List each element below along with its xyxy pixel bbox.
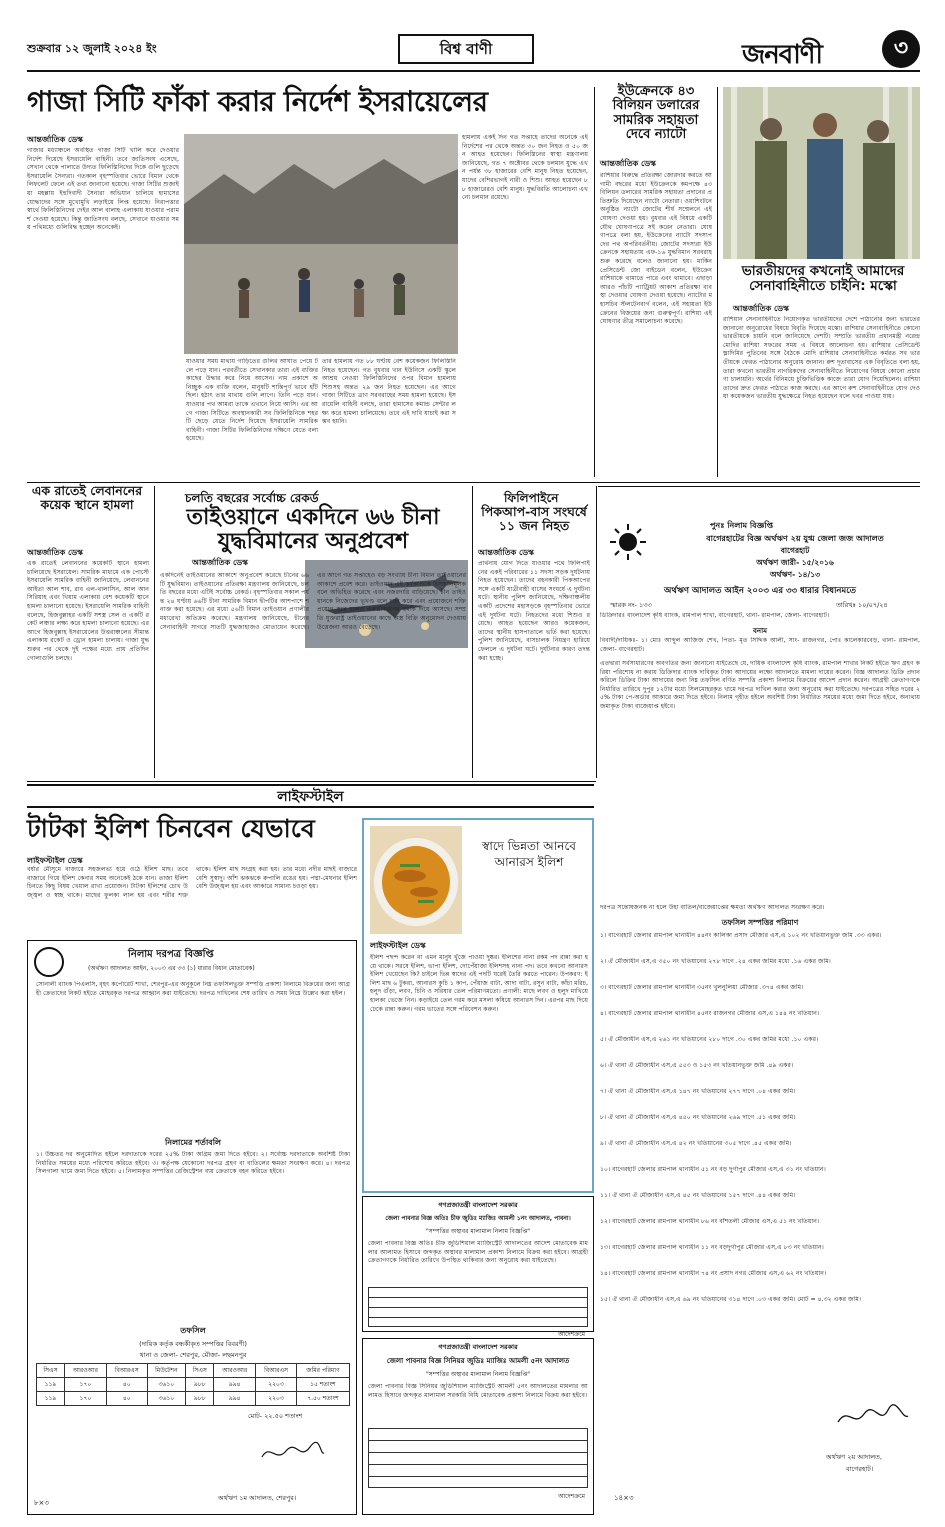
- schedule-item: ৪। বাগেরহাট জেলার রামপাল থানাধীন ৪৫নং রাজনগর মৌজার এস,এ ১৪৪ নং খতিয়ান।: [600, 1010, 820, 1017]
- signature-mark: [258, 1441, 328, 1465]
- signature-mark: [832, 1402, 912, 1432]
- bagerhat-case2: অর্থঋণ- ১৪/১৩: [769, 570, 821, 579]
- schedule-item: ২। ঐ মৌজাধীন এস,এ ৩৫০ নং খতিয়ানের ২৭৮ দাগে .২৪ একর জমির মধ্যে .১৬ একর জমি।: [600, 958, 831, 965]
- bagerhat-debtors: বিবাদী/দায়িকঃ- ১। মোঃ আব্দুল আজিজ শেখ, পিতা- মৃত সিদ্দিক আলী, সাং- রাজনগর, পোঃ কালেকারবেড়, থানা- রামপাল, জেলা- বাগেরহাট।: [600, 637, 920, 653]
- philippines-body: প্রার্থনায় যোগ দিতে যাওয়ার পথে ফিলিপাইনের একই পরিবারের ১১ সদস্য সড়ক দুর্ঘটনায় নিহত হয়েছেন। তাদের বহনকারী পিকআপের সঙ্গে একটি যাত্রীবাহী বাসের সংঘর্ষে এ দুর্ঘটনা ঘটে। স্থানীয় পুলিশ জানিয়েছে, দক্ষিণাঞ্চলীয় একটি প্রদেশের মহাসড়কে বৃহস্পতিবার ভোরে এই দুর্ঘটনা ঘটে। নিহতদের মধ্যে শিশুও রয়েছে। আহত হয়েছেন আরও কয়েকজন, তাদের স্থানীয় হাসপাতালে ভর্তি করা হয়েছে। পুলিশ জানিয়েছে, বাসচালক নিয়ন্ত্রণ হারিয়ে ফেললে এ দুর্ঘটনা ঘটে। দুর্ঘটনার কারণ তদন্ত করা হচ্ছে।: [478, 560, 590, 662]
- taiwan-kicker: চলতি বছরের সর্বোচ্চ রেকর্ড: [185, 491, 319, 505]
- sherpur-code: ৮×৩: [34, 1499, 49, 1507]
- recipe-body: ইলিশ পছন্দ করেন না এমন মানুষ খুঁজে পাওয়া দুষ্কর। ইলিশের নানা রকম পদ রান্না করা হয়ে থাকে। সরষে ইলিশ, ভাপা ইলিশ, দোপেঁয়াজা ইলিশসহ নানা পদ। তবে কখনো আনারস ইলিশ খেয়েছেন কি? চাইলে ভিন্ন স্বাদের এই পদটি ঘরেই তৈরি করতে পারেন। উপকরণ: ইলিশ মাছ ৬ টুকরা, আনারস কুচি ১ কাপ, পেঁয়াজ বাটা, আদা বাটা, রসুন বাটা, কাঁচা মরিচ, হলুদ গুঁড়া, লবণ, চিনি ও সরিষার তেল পরিমাণমতো। প্রণালী: মাছে লবণ ও হলুদ মাখিয়ে হালকা ভেজে নিন। কড়াইয়ে তেল গরম করে মসলা কষিয়ে আনারস দিন। এরপর মাছ দিয়ে ঢেকে রান্না করুন। গরম ভাতের সঙ্গে পরিবেশন করুন।: [370, 954, 588, 1013]
- sherpur-schedule-title: তফসিল: [180, 1326, 206, 1335]
- table-cell: ৪০: [106, 1392, 147, 1406]
- bagerhat-notice: [600, 490, 920, 1515]
- hrule-1: [27, 482, 920, 483]
- table-cell: ১৭০: [64, 1378, 106, 1392]
- lifestyle-banner: [27, 784, 594, 808]
- table-cell: ৯৯৪: [214, 1392, 256, 1406]
- sherpur-table: [36, 1363, 350, 1406]
- schedule-item: ১০। বাগেরহাট জেলার রামপাল থানাধীন ৫১ নং বড় দুর্গাপুর মৌজার এস,এ ৩১ নং খতিয়ান।: [600, 1166, 826, 1173]
- russia-desk: আন্তর্জাতিক ডেস্ক: [733, 304, 789, 313]
- taiwan-headline: তাইওয়ানে একদিনে ৬৬ চীনা যুদ্ধবিমানের অনুপ্রবেশ: [186, 505, 440, 555]
- masthead-rule: [27, 70, 920, 72]
- table-header-cell: জমির পরিমাণ: [296, 1364, 349, 1378]
- table-cell: ৯৮৮: [186, 1392, 214, 1406]
- gaza-col3: তার হামলায় গত ৮৮ ঘণ্টায় বেশ কয়েকজন ফিলিস্তিনি নিহত হয়েছেন। গত বুধবার খান ইউনিসে একটি স্কুলে আশ্রয় নেওয়া ফিলিস্তিনিদের ওপর বিমান হামলায় শিশুসহ অন্তত ২৯ জন নিহত হয়েছেন। এর আগে গাজা সিটিতে ত্রাণ সরবরাহের সময় হামলা হয়েছে। ইসরায়েলি বাহিনী বলছে, তারা হামাসের কমান্ড সেন্টার লক্ষ্য করে হামলা চালিয়েছে। তবে এই দাবি যাচাই করা সম্ভব হয়নি।: [322, 358, 456, 426]
- bagerhat-sign-place: বাগেরহাট।: [846, 1465, 874, 1473]
- table-cell: ১১৯: [37, 1392, 65, 1406]
- lifestyle-banner-text: লাইফস্টাইল: [277, 789, 344, 805]
- gaza-photo-image: [184, 134, 458, 354]
- pabna2-sub: "সম্পত্তির অস্থাবর মালামাল নিলাম বিজ্ঞপ্তি": [425, 1371, 531, 1378]
- pabna2-govt: গণপ্রজাতন্ত্রী বাংলাদেশ সরকার: [438, 1343, 518, 1351]
- philippines-desk: আন্তর্জাতিক ডেস্ক: [478, 548, 534, 557]
- section-title-text: বিশ্ব বাণী: [439, 40, 493, 58]
- page-number-badge: [882, 30, 920, 68]
- recipe-headline: স্বাদে ভিন্নতা আনবে আনারস ইলিশ: [482, 839, 576, 869]
- schedule-item: ৬। ঐ থানা ঐ মৌজাধীন এস,এ ৫৫৩ ও ১৫৩ নং খতিয়ানভুক্ত জমি .৪৯ একর।: [600, 1062, 794, 1069]
- pabna1-sign: আদেশক্রমে: [558, 1331, 585, 1338]
- bagerhat-body: এতদ্বারা সর্বসাধারণের অবগতির জন্য জানানো যাইতেছে যে, দায়িক বাংলাদেশ কৃষি ব্যাংক, রামপাল শাখার নিকট হইতে ঋণ গ্রহণ করিয়া পরিশোধ না করায় ডিক্রিদার ব্যাংক দাবিকৃত টাকা আদায়ের লক্ষ্যে আদালতে মামলা দায়ের করেন। বিজ্ঞ আদালত ডিক্রি প্রদান করিলে ডিক্রির টাকা আদায়ের জন্য নিম্ন তফসিল বর্ণিত সম্পত্তি প্রকাশ্য নিলামে বিক্রয়ের আদেশ প্রদান করেন। আগ্রহী ক্রেতাগণকে নির্ধারিত তারিখে দুপুর ১২টার মধ্যে সিলমোহরকৃত খামে দরপত্র দাখিল করার জন্য অনুরোধ করা যাইতেছে। দরপত্রের সহিত দরের ২৫% টাকা পে-অর্ডার আকারে জমা দিতে হইবে। নিলাম গৃহীত হইলে অবশিষ্ট টাকা নির্ধারিত সময়ের মধ্যে জমা দিতে হইবে, অন্যথায় জমাকৃত টাকা বাজেয়াপ্ত হইবে।: [600, 660, 920, 710]
- schedule-item: ১৩। বাগেরহাট জেলার রামপাল থানাধীন ১১ নং বড়দুর্গাপুর মৌজার এস,এ ৮৩ নং খতিয়ান।: [600, 1244, 824, 1251]
- table-row: [37, 1392, 350, 1406]
- bagerhat-logo: [608, 522, 648, 562]
- hilsa-headline: টাটকা ইলিশ চিনবেন যেভাবে: [27, 814, 315, 843]
- pabna1-sub: "সম্পত্তির অস্থাবর মালামাল নিলাম বিজ্ঞপ্তি": [425, 1228, 531, 1235]
- pabna1-govt: গণপ্রজাতন্ত্রী বাংলাদেশ সরকার: [438, 1201, 518, 1209]
- gaza-col2: যাওয়ার সময় মাথায় গাড়িতের গুলির আঘাত পেয়ে টলে পড়ে যান। পরবর্তীতে সেখানকার তারা এই ব্যক্তির কাছের উদ্ধার করে নিয়ে আসেন। নাম প্রকাশে অনিচ্ছুক এক ব্যক্তি বলেন, মানুষটি শান্তিপূর্ণ ভাবে হাঁটছিল। হঠাৎ তার মাথায় গুলি লাগে। তিনি পড়ে যান। যাওয়ার পথ আমরা তাকে এখানে নিয়ে আসি। এর আগে গাজা সিটিতে অবস্থানকারী সব ফিলিস্তিনিকে শহরটি ছেড়ে যেতে নির্দেশ দিয়েছে ইসরায়েলি সামরিক বাহিনী। গাজা সিটির ফিলিস্তিনিদের দক্ষিণে যেতে বলা হয়েছে।: [186, 358, 318, 443]
- table-header-cell: বিআরএস: [256, 1364, 297, 1378]
- table-cell: ১১৯: [37, 1378, 65, 1392]
- newspaper-logo: জনবাণী: [742, 40, 822, 70]
- col-rule-5: [596, 486, 597, 778]
- gaza-col1: গাজার মধ্যাঞ্চলে অবস্থিত গাজা সিটি খালি করে দেওয়ার নির্দেশ দিয়েছে ইসরায়েলি বাহিনী। তবে জাতিসংঘ এসেছে, সেখান থেকে পালাতে উদ্যত ফিলিস্তিনিদের দিকে গুলি ছুড়েছে ইসরায়েলি সৈন্যরা। গতকাল বৃহস্পতিবার ভোরে বিমান থেকে লিফলেট ফেলে এই তথ্য জানানো হয়েছে। গাজা সিটির শুজাইয়া মহল্লায় ইহুদিবাদী সৈন্যরা অভিযান চালিয়ে হামাসের যোদ্ধাদের সঙ্গে মুখোমুখি লড়াইয়ে লিপ্ত হয়েছে। নিরাপত্তার স্বার্থে ফিলিস্তিনিদের দেইর আল বালাহ এলাকায় যাওয়ার পরামর্শ দেওয়া হয়েছে। কিন্তু জাতিসংঘ বলছে, সেখানে যাওয়ার সময় পথিমধ্যে গুলিবিদ্ধ হচ্ছেন অনেকেই।: [27, 147, 179, 232]
- bagerhat-case1: অর্থঋণ জারী- ১৫/২০১৬: [756, 558, 834, 567]
- pabna1-office: জেলা পাবনার বিজ্ঞ অতিঃ চীফ জুডিঃ ম্যাজিঃ আমলী ১নং আদালত, পাবনা।: [385, 1215, 571, 1222]
- schedule-item: ৭। ঐ থানা ঐ মৌজাধীন এস,এ ১৪৭ নং খতিয়ানের ২৭৭ দাগে .০৪ একর জমি।: [600, 1088, 796, 1095]
- lebanon-headline: এক রাতেই লেবাননের কয়েক স্থানে হামলা: [31, 483, 143, 512]
- sherpur-schedule-loc: থানা ও জেলা- শেরপুর, মৌজা- লছমনপুর: [139, 1351, 247, 1359]
- nato-body: রাশিয়ার বিরুদ্ধে প্রতিরক্ষা জোরদার করতে আগামী বছরের মধ্যে ইউক্রেনকে কমপক্ষে ৪৩ বিলিয়ন ডলারের সামরিক সহায়তা প্রদানের প্রতিশ্রুতি দিয়েছেন ন্যাটো নেতারা। ওয়াশিংটনে অনুষ্ঠিত ন্যাটো জোটের শীর্ষ সম্মেলনে এই ঘোষণা দেওয়া হয়। বুধবার এই বিষয়ে একটি যৌথ ঘোষণাপত্রে সই করেন নেতারা। ঘোষণাপত্রে বলা হয়, ইউক্রেনের ন্যাটো সদস্যপদের পথ অপরিবর্তনীয়। জোটের সদস্যরা ইউক্রেনকে সহায়তায় এফ-১৬ যুদ্ধবিমান সরবরাহ শুরু করেছে বলেও জানানো হয়। মার্কিন প্রেসিডেন্ট জো বাইডেন বলেন, ইউক্রেন রাশিয়াকে থামাতে পারে এবং থামাবে। এছাড়া আরও পাঁচটি প্যাট্রিয়ট আকাশ প্রতিরক্ষা ব্যবস্থা দেওয়ার ঘোষণা দেওয়া হয়েছে। ন্যাটোর মহাসচিব স্টলটেনবার্গ বলেন, এই সহায়তা ইউক্রেনের বিজয়ের জন্য গুরুত্বপূর্ণ। রাশিয়া এই ঘোষণার তীব্র সমালোচনা করেছে।: [600, 172, 712, 326]
- col-rule-2: [717, 87, 718, 477]
- table-header-cell: বিআরএস: [106, 1364, 147, 1378]
- sherpur-total: মোট- ২২.৫০ শতাংশ: [248, 1412, 303, 1420]
- table-header-cell: আরওআর: [214, 1364, 256, 1378]
- table-cell: ১৫ শতাংশ: [296, 1378, 349, 1392]
- schedule-item: ১৫। ঐ থানা ঐ মৌজাধীন এস,এ ৬৯ নং খতিয়ানের ৩১৪ দাগে .০৩ একর জমি। মোট = ৪.৩২ একর জমি।: [600, 1296, 861, 1303]
- section-title: [398, 34, 534, 64]
- table-cell: ৯৯৪: [214, 1378, 256, 1392]
- pabna-notice-2: [362, 1338, 594, 1515]
- col-rule-1: [594, 87, 595, 477]
- sherpur-schedule-sub: (দায়িক কর্তৃক বন্ধকীকৃত সম্পত্তির বিবরণী): [139, 1340, 247, 1348]
- gaza-col4: হামলায় একই দিন গত সপ্তাহে তাদের অনেকে এই নির্দেশের পর থেকে অন্তত ৩০ জন নিহত ও ৫০ জন আহত হয়েছেন। ফিলিস্তিনের স্বাস্থ্য মন্ত্রণালয় জানিয়েছে, গত ৭ অক্টোবর থেকে চলমান যুদ্ধে এখন পর্যন্ত ৩৮ হাজারের বেশি মানুষ নিহত হয়েছেন, যাদের বেশিরভাগই নারী ও শিশু। আহত হয়েছেন ৮৮ হাজারেরও বেশি মানুষ। যুদ্ধবিরতি আলোচনা এখনো চলমান রয়েছে।: [462, 134, 588, 202]
- russia-headline: ভারতীয়দের কখনোই আমাদের সেনাবাহিনীতে চাইনি: মস্কো: [741, 263, 905, 294]
- nato-desk: আন্তর্জাতিক ডেস্ক: [600, 159, 656, 168]
- pabna-notice-1: [362, 1196, 594, 1338]
- bagerhat-law: অর্থঋণ আদালত আইন ২০০৩ এর ৩৩ ধারার বিধানমতে: [663, 586, 857, 596]
- lebanon-desk: আন্তর্জাতিক ডেস্ক: [27, 548, 83, 557]
- table-header-row: [37, 1364, 350, 1378]
- schedule-item: ৫। ঐ মৌজাধীন এস,এ ২৬১ নং খতিয়ানের ২৮০ দাগে .৩০ একর জমির মধ্যে .১০ একর।: [600, 1036, 819, 1043]
- recipe-photo-image: [370, 826, 462, 934]
- recipe-photo: [370, 826, 462, 934]
- taiwan-body: একদিনেই তাইওয়ানের আকাশে অনুপ্রবেশ করেছে চীনের ৬৬টি যুদ্ধবিমান। তাইওয়ানের প্রতিরক্ষা মন্ত্রণালয় জানিয়েছে, চলতি বছরের মধ্যে এটিই সর্বোচ্চ রেকর্ড। বৃহস্পতিবার সকাল পর্যন্ত ২৪ ঘণ্টায় ৬৬টি চীনা সামরিক বিমান দ্বীপটির আশপাশে শনাক্ত করা হয়েছে। এর মধ্যে ৫৬টি বিমান তাইওয়ান প্রণালীর মধ্যরেখা অতিক্রম করেছে। মন্ত্রণালয় জানিয়েছে, চীনের সেনাবাহিনী সাগরে সাতটি যুদ্ধজাহাজও মোতায়েন করেছে। এর আগে গত সপ্তাহেও বড় সংখ্যায় চীনা বিমান তাইওয়ানের আকাশে প্রবেশ করে। তাইওয়ান এই কর্মকাণ্ডকে উসকানিমূলক বলে অভিহিত করেছে এবং নজরদারি বাড়িয়েছে। চীন তাইওয়ানকে নিজেদের ভূখণ্ড বলে দাবি করে এবং প্রয়োজনে শক্তি প্রয়োগ করে হলেও একত্রীকরণের হুমকি দিয়ে আসছে। সম্প্রতি যুক্তরাষ্ট্র তাইওয়ানের কাছে অস্ত্র বিক্রি অনুমোদন দেওয়ায় উত্তেজনা আরও বেড়েছে।: [160, 572, 466, 631]
- table-cell: ৩৬১০: [147, 1378, 186, 1392]
- sherpur-sign-role: অর্থঋণ ১ম আদালত, শেরপুর।: [218, 1494, 297, 1502]
- taiwan-desk: আন্তর্জাতিক ডেস্ক: [192, 558, 248, 567]
- recipe-desk: লাইফস্টাইল ডেস্ক: [370, 941, 426, 950]
- bagerhat-sign-role: অর্থঋণ ২য় আদালত,: [826, 1453, 883, 1461]
- col-rule-4: [472, 486, 473, 778]
- court-seal-icon: [34, 947, 64, 977]
- sherpur-intro: সোনালী ব্যাংক পিএলসি, বৃহৎ কর্পোরেট শাখা, শেরপুর-এর অনুকূলে নিম্ন তফসিলভুক্ত সম্পত্তি প্রকাশ্য নিলামে বিক্রয়ের জন্য আগ্রহী ক্রেতাদের নিকট হইতে মোহরকৃত দরপত্র আহ্বান করা যাইতেছে। দরপত্র দাখিলের শেষ তারিখ ও সময় নিম্নে উল্লেখ করা হইল।: [36, 981, 350, 997]
- bagerhat-place: বাগেরহাট: [780, 546, 810, 555]
- sun-emblem-icon: [608, 522, 648, 562]
- sherpur-notice: [27, 940, 357, 1515]
- pabna2-sign: আদেশক্রমে: [558, 1493, 585, 1500]
- pabna2-office: জেলা পাবনার বিজ্ঞ সিনিয়র জুডিঃ ম্যাজিঃ আমলী ৫নং আদালত: [386, 1357, 570, 1365]
- page-number: ৩: [893, 36, 909, 61]
- gaza-headline: গাজা সিটি ফাঁকা করার নির্দেশ ইসরায়েলের: [27, 85, 488, 118]
- bagerhat-signature: [832, 1402, 912, 1432]
- schedule-item: ১৪। বাগেরহাট জেলার রামপাল থানাধীন ৭৪ নং প্রসাদ নগর মৌজার এস,এ ৬২ নং খতিয়ান।: [600, 1270, 827, 1277]
- philippines-kicker: ফিলিপাইনে: [504, 491, 559, 505]
- sherpur-terms-title: নিলামের শর্তাবলি: [165, 1138, 221, 1147]
- table-cell: ৪০: [106, 1378, 147, 1392]
- bagerhat-frame-top: [598, 486, 920, 487]
- hilsa-desk: লাইফস্টাইল ডেস্ক: [27, 856, 83, 865]
- sherpur-subtitle: (অর্থঋণ আদালত আইন, ২০০৩ এর ৩৩ (১) ধারার বিধান মোতাবেক): [88, 965, 255, 972]
- bagerhat-holder: ডিক্রিদারঃ বাংলাদেশ কৃষি ব্যাংক, রামপাল শাখা, বাগেরহাট, থানা- রামপাল, জেলা- বাগেরহাট।: [600, 612, 830, 619]
- philippines-headline: পিকআপ-বাস সংঘর্ষে ১১ জন নিহত: [481, 504, 587, 533]
- bagerhat-court: বাগেরহাটের বিজ্ঞ অর্থঋণ ২য় যুগ্ম জেলা জজ আদালত: [706, 534, 884, 543]
- nato-headline: ইউক্রেনকে ৪৩ বিলিয়ন ডলারের সামরিক সহায়তা দেবে ন্যাটো: [612, 84, 700, 142]
- bagerhat-schedule-title: তফসিল সম্পত্তির পরিমাণ: [721, 918, 799, 927]
- schedule-item: ১১। ঐ থানা ঐ মৌজাধীন এস,এ ৪৫ নং খতিয়ানের ১৫৭ দাগে .৪৪ একর জমি।: [600, 1192, 796, 1199]
- lebanon-body: এক রাতেই লেবাননের কয়েকটি স্থানে হামলা চালিয়েছে ইসরায়েল। সামরিক মাধ্যমে এক পোস্টে ইসরায়েলি সামরিক বাহিনী জানিয়েছে, লেবাননের আইতা আল শাব, রাব এল-থালাসিন, আল আনসিরিয়াহ এবং খিয়াম এলাকায় বেশ কয়েকটি স্থানে হামলা চালানো হয়েছে। ইসরায়েলি সামরিক বাহিনী বলেছে, হিজবুল্লাহর একটি সশস্ত্র সেল ও একটি রকেট লঞ্চার লক্ষ্য করে হামলা চালানো হয়েছে। এর আগে হিজবুল্লাহ ইসরায়েলের উত্তরাঞ্চলের সীমান্ত এলাকায় রকেট ও ড্রোন হামলা চালায়। গাজা যুদ্ধ শুরুর পর থেকে দুই পক্ষের মধ্যে প্রায় প্রতিদিন গোলাগুলি চলছে।: [27, 560, 149, 662]
- russia-photo: [723, 87, 920, 259]
- table-header-cell: মিউটেশন: [147, 1364, 186, 1378]
- table-cell: ১৭০: [64, 1392, 106, 1406]
- bagerhat-date: তারিখঃ ১০/০৭/২৪: [836, 601, 888, 609]
- sherpur-terms: ১। উচ্চতর দর অনুমোদিত হইলে দরদাতাকে দরের ২৫% টাকা অগ্রিম জমা দিতে হইবে। ২। সর্বোচ্চ দরদাতাকে অবশিষ্ট টাকা নির্ধারিত সময়ের মধ্যে পরিশোধ করিতে হইবে। ৩। কর্তৃপক্ষ যেকোনো দরপত্র গ্রহণ বা বাতিলের ক্ষমতা সংরক্ষণ করে। ৪। দরপত্র সিলগালা খামে জমা দিতে হইবে। ৫। নিলামকৃত সম্পত্তির রেজিস্ট্রেশন ব্যয় ক্রেতাকে বহন করিতে হইবে।: [36, 1151, 350, 1176]
- table-cell: ৩৬১০: [147, 1392, 186, 1406]
- table-header-cell: আরওআর: [64, 1364, 106, 1378]
- sherpur-title: নিলাম দরপত্র বিজ্ঞপ্তি: [128, 949, 214, 960]
- schedule-item: ৩। বাগেরহাট জেলার রামপাল থানাধীন ৩৫নং খুলনুলিয়া মৌজার .৩৭৪ একর জমি।: [600, 984, 804, 991]
- table-cell: ৭.৫০ শতাংশ: [296, 1392, 349, 1406]
- schedule-item: ৮। ঐ থানা ঐ মৌজাধীন এস,এ ৪৫০ নং খতিয়ানের ২৬৯ দাগে .৫১ একর জমি।: [600, 1114, 796, 1121]
- table-cell: ২২০৩: [256, 1392, 297, 1406]
- russia-body: রাশিয়ান সেনাবাহিনীতে নিয়োগকৃত ভারতীয়দের দেশে পাঠানোর জন্য ভারতের জানানো অনুরোধের বিষয়ে বিবৃতি দিয়েছে মস্কো। রাশিয়ার সেনাবাহিনীতে কোনো ভারতীয়কে চায়নি বলে জানিয়েছে দেশটি। সম্প্রতি ভারতীয় প্রধানমন্ত্রী নরেন্দ্র মোদির রাশিয়া সফরের সময় এ বিষয়ে আলোচনা হয়। রাশিয়ার প্রেসিডেন্ট ভ্লাদিমির পুতিনের সঙ্গে বৈঠকে মোদি রাশিয়ার সেনাবাহিনীতে কর্মরত সব ভারতীয়কে ফেরত পাঠানোর অনুরোধ জানান। রুশ দূতাবাসের এক বিবৃতিতে বলা হয়, তারা কখনো ভারতীয় নাগরিকদের সেনাবাহিনীতে নিয়োগের বিষয়ে কোনো প্রচারণা চালায়নি। অর্থের বিনিময়ে চুক্তিভিত্তিক কাজে তারা যোগ দিয়েছিলেন। রাশিয়া তাদের দ্রুত ফেরত পাঠাতে কাজ করছে। এর আগে রুশ সেনাবাহিনীতে যোগ দেওয়া কয়েকজন ভারতীয় যুদ্ধক্ষেত্রে নিহত হয়েছেন বলে খবর পাওয়া যায়।: [723, 316, 920, 401]
- hilsa-body: বর্ষার মৌসুমে বাজারে সহজলভ্য হয়ে ওঠে ইলিশ মাছ। তবে বাজারে গিয়ে ইলিশ কেনার সময় অনেকেই ঠকে যান। তাজা ইলিশ চিনতে কিছু বিষয় খেয়াল রাখা প্রয়োজন। টাটকা ইলিশের চোখ উজ্জ্বল ও স্বচ্ছ থাকে। মাছের ফুলকা লাল হয় এবং শরীর শক্ত থাকে। ইলিশ মাছ সংগ্রহ করা হয়। তার মধ্যে নদীর মাছই বাজারে বেশি সুস্বাদু। আঁশ ঝকঝকে রুপালি রঙের হয়। পদ্মা-মেঘনার ইলিশ বেশি উজ্জ্বল হয় এবং আকারে সামান্য চওড়া হয়।: [27, 866, 357, 899]
- table-header-cell: সিএস: [186, 1364, 214, 1378]
- schedule-item: ১। বাগেরহাট জেলার রামপাল থানাধীন ৪৪নং কালিকা প্রসাদ মৌজার এস,এ ১০২ নং খতিয়ানভুক্ত জমি .৩৩ একর।: [600, 932, 882, 939]
- pabna1-body: জেলা পাবনার বিজ্ঞ অতিঃ চীফ জুডিশিয়াল ম্যাজিস্ট্রেট আদালতের আদেশ মোতাবেক মামলার আলামত হিসাবে জব্দকৃত অস্থাবর মালামাল প্রকাশ্য নিলামে বিক্রয় করা হইবে। আগ্রহী ক্রেতাগণকে নির্ধারিত তারিখে উপস্থিত থাকিবার জন্য অনুরোধ করা যাইতেছে।: [368, 1240, 588, 1265]
- table-cell: ২২০৩: [256, 1378, 297, 1392]
- bagerhat-versus: বনাম: [753, 627, 767, 635]
- recipe-box: [362, 818, 594, 1193]
- table-header-cell: সিএস: [37, 1364, 65, 1378]
- pabna2-body: জেলা পাবনার বিজ্ঞ সিনিয়র জুডিশিয়াল ম্যাজিস্ট্রেট আমলী ৫নং আদালতের মামলার আলামত হিসাবে জব্দকৃত মালামাল সরকারি বিধি মোতাবেক প্রকাশ্য নিলামে বিক্রয় করা হইবে।: [368, 1383, 588, 1399]
- col-rule-3: [154, 486, 155, 778]
- pabna2-grid: [368, 1428, 588, 1488]
- gaza-photo: [184, 134, 458, 354]
- pabna1-grid: [368, 1287, 588, 1327]
- bagerhat-reserve: দরপত্র সন্তোষজনক না হলে উহা বাতিল/বাজেয়াপ্তের ক্ষমতা অর্থঋণ আদালত সংরক্ষণ করে।: [600, 904, 825, 911]
- masthead-date: শুক্রবার ১২ জুলাই ২০২৪ ইং: [27, 42, 157, 55]
- table-cell: ৯৮৮: [186, 1378, 214, 1392]
- russia-photo-image: [723, 87, 920, 259]
- bagerhat-items: [600, 932, 920, 1338]
- bagerhat-kicker: পুনঃ নিলাম বিজ্ঞপ্তি: [710, 521, 774, 530]
- schedule-item: ১২। বাগেরহাট জেলার রামপাল থানাধীন ৮৬ নং বাঁশতলী মৌজার এস,এ ৫১ নং খতিয়ান।: [600, 1218, 820, 1225]
- hrule-2: [27, 781, 596, 782]
- bagerhat-memo: স্মারক নং- ১৩৩: [610, 601, 652, 609]
- sherpur-signature: [258, 1441, 328, 1465]
- gaza-desk: আন্তর্জাতিক ডেস্ক: [27, 135, 83, 144]
- bagerhat-code: ১৪×৩: [614, 1494, 634, 1502]
- table-row: [37, 1378, 350, 1392]
- schedule-item: ৯। ঐ থানা ঐ মৌজাধীন এস,এ ৪২ নং খতিয়ানের ৩০৫ দাগে .৪৫ একর জমি।: [600, 1140, 792, 1147]
